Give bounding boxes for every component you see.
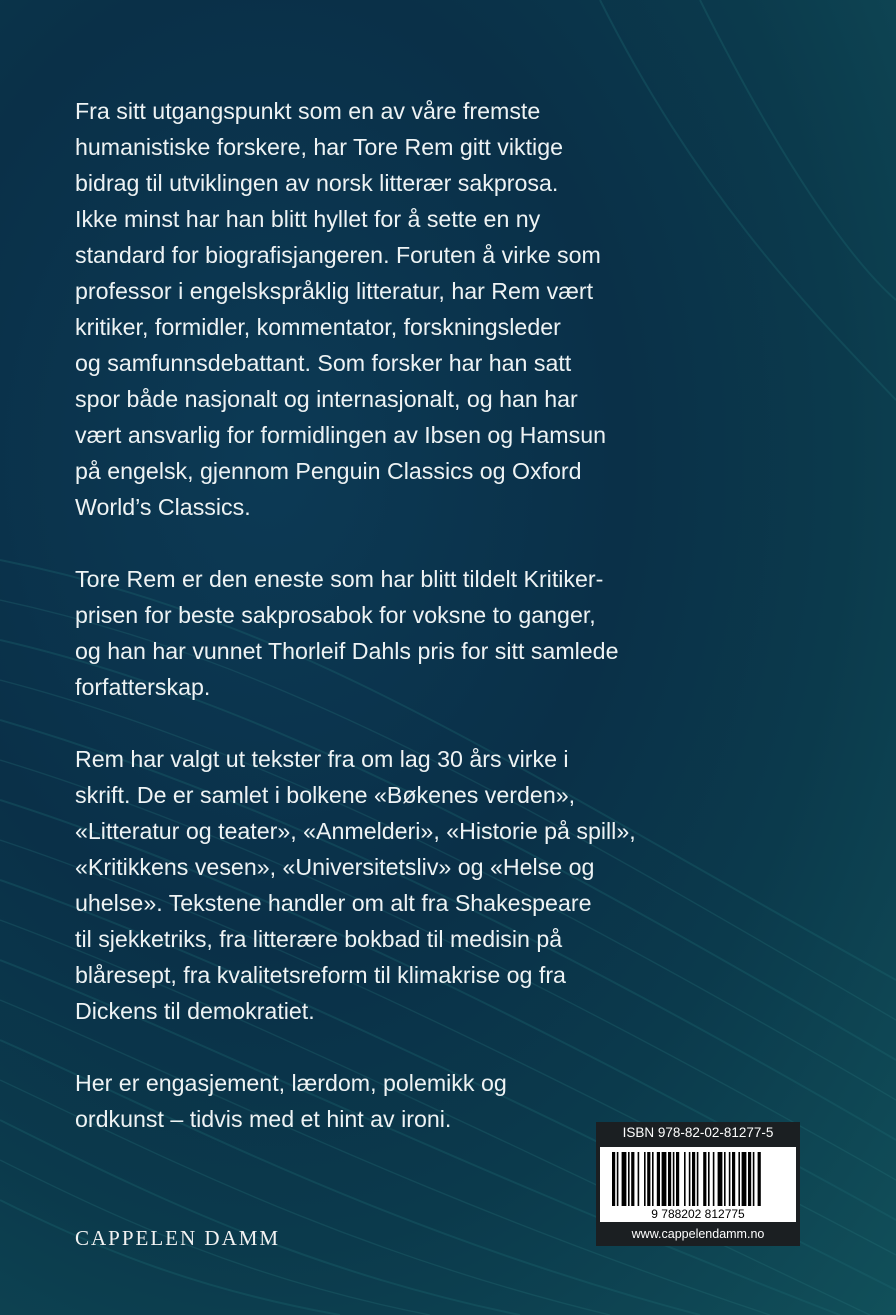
blurb-paragraph-2: Tore Rem er den eneste som har blitt tildelt Kritiker- prisen for beste sakprosabok for voksne to ganger, og han har vunnet Thorleif Dahls pris for sitt samlede forfatterskap.	[75, 566, 619, 700]
barcode-bar	[742, 1152, 747, 1206]
barcode-bar	[657, 1152, 660, 1206]
barcode-bar	[628, 1152, 630, 1206]
publisher-logo: CAPPELEN DAMM	[75, 1226, 281, 1250]
barcode-bar	[638, 1152, 640, 1206]
barcode-bar	[662, 1152, 667, 1206]
barcode-bar	[708, 1152, 710, 1206]
barcode-bar	[668, 1152, 671, 1206]
barcode-bar	[617, 1152, 619, 1206]
barcode-bar	[724, 1152, 726, 1206]
blurb-paragraph-4: Her er engasjement, lærdom, polemikk og ordkunst – tidvis med et hint av ironi.	[75, 1070, 507, 1132]
barcode-bar	[729, 1152, 731, 1206]
barcode-bar	[647, 1152, 650, 1206]
barcode	[600, 1147, 796, 1222]
barcode-bar	[738, 1152, 740, 1206]
barcode-bar	[676, 1152, 679, 1206]
barcode-bar	[713, 1152, 715, 1206]
barcode-bar	[684, 1152, 686, 1206]
barcode-bar	[718, 1152, 723, 1206]
barcode-digits: 9 788202 812775	[651, 1207, 745, 1221]
barcode-bar	[753, 1152, 755, 1206]
isbn-barcode-block	[596, 1122, 800, 1246]
barcode-bar	[612, 1152, 615, 1206]
barcode-bar	[748, 1152, 751, 1206]
barcode-panel	[600, 1147, 796, 1222]
barcode-bar	[703, 1152, 706, 1206]
blurb-paragraph-3: Rem har valgt ut tekster fra om lag 30 års virke i skrift. De er samlet i bolkene «Bøkenes verden», «Litteratur og teater», «Anmelderi», «Historie på spill», «Kritikkens vesen», «Universitetsliv» og «Helse og uhelse». Tekstene handler om alt fra Shakespeare til sjekketriks, fra litterære bokbad til medisin på blåresept, fra kvalitetsreform til klimakrise og fra Dickens til demokratiet.	[75, 746, 636, 1024]
barcode-bar	[622, 1152, 627, 1206]
publisher-url: www.cappelendamm.no	[631, 1227, 765, 1241]
blurb-paragraph-1: Fra sitt utgangspunkt som en av våre fremste humanistiske forskere, har Tore Rem gitt viktige bidrag til utviklingen av norsk litterær sakprosa. Ikke minst har han blitt hyllet for å sette en ny standard for biografisjangeren. Foruten å virke som professor i engelskspråklig litteratur, har Rem vært kritiker, formidler, kommentator, forskningsleder og samfunnsdebattant. Som forsker har han satt spor både nasjonalt og internasjonalt, og han har vært ansvarlig for formidlingen av Ibsen og Hamsun på engelsk, gjennom Penguin Classics og Oxford World’s Classics.	[75, 98, 606, 520]
barcode-bar	[631, 1152, 634, 1206]
barcode-bar	[697, 1152, 699, 1206]
isbn-label: ISBN 978-82-02-81277-5	[622, 1125, 774, 1140]
barcode-bar	[644, 1152, 646, 1206]
barcode-bar	[692, 1152, 695, 1206]
barcode-bar	[732, 1152, 735, 1206]
barcode-bar	[689, 1152, 691, 1206]
back-cover-blurb	[75, 93, 675, 1173]
barcode-bar	[673, 1152, 675, 1206]
barcode-bar	[758, 1152, 761, 1206]
barcode-bar	[652, 1152, 654, 1206]
